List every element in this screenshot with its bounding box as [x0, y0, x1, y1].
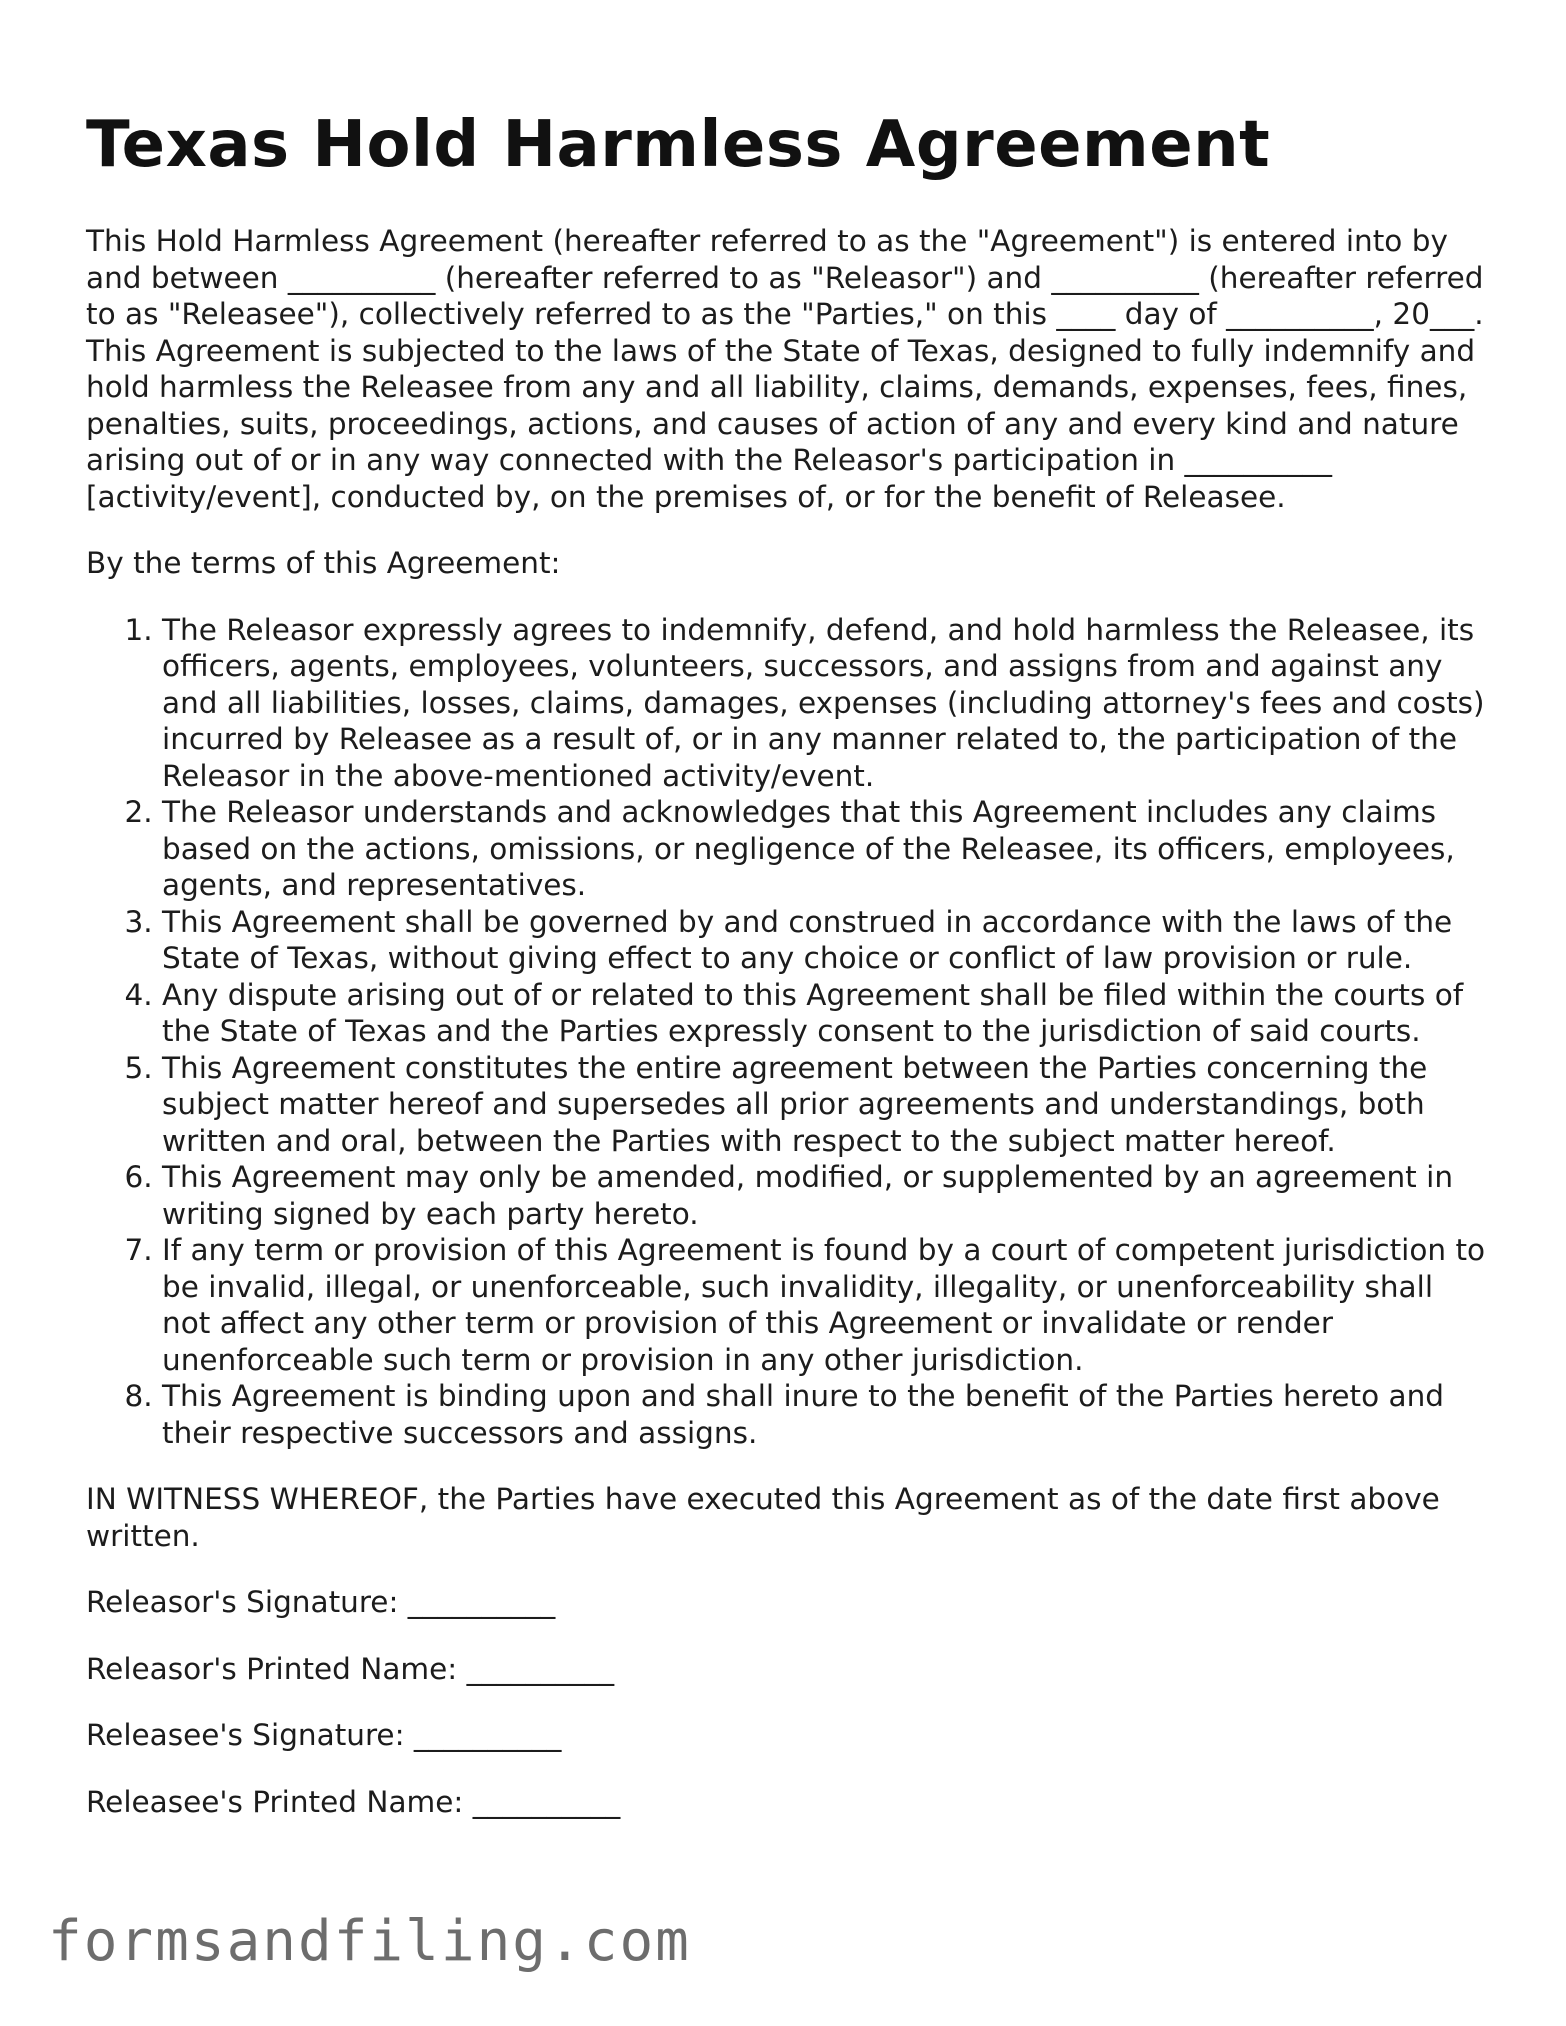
- releasee-printed-name-line: Releasee's Printed Name: __________: [86, 1784, 621, 1819]
- document-page: [86, 0, 1486, 1820]
- witness-paragraph: IN WITNESS WHEREOF, the Parties have executed this Agreement as of the date first above written.: [86, 1482, 1440, 1553]
- watermark: formsandfiling.com: [48, 1909, 691, 1974]
- term-item: 1. The Releasor expressly agrees to indemnify, defend, and hold harmless the Releasee, its officers, agents, employees, volunteers, successors, and assigns from and against any and all liabilities, losses, claims, damages, expenses (including attorney's fees and costs) incurred by Releasee as a result of, or in any manner related to, the participation of the Releasor in the above-mentioned activity/event.: [162, 612, 1486, 795]
- term-item: 5. This Agreement constitutes the entire agreement between the Parties concerning the subject matter hereof and supersedes all prior agreements and understandings, both written and oral, between the Parties with respect to the subject matter hereof.: [162, 1050, 1486, 1160]
- term-item: 4. Any dispute arising out of or related to this Agreement shall be filed within the courts of the State of Texas and the Parties expressly consent to the jurisdiction of said courts.: [162, 977, 1486, 1050]
- releasor-signature-line: Releasor's Signature: __________: [86, 1585, 556, 1619]
- term-item: 3. This Agreement shall be governed by and construed in accordance with the laws of the State of Texas, without giving effect to any choice or conflict of law provision or rule.: [162, 904, 1486, 977]
- releasor-printed-name-line: Releasor's Printed Name: __________: [86, 1651, 615, 1686]
- intro-paragraph: This Hold Harmless Agreement (hereafter referred to as the "Agreement") is entered into by and between __________ (hereafter referred to as "Releasor") and __________ (hereafter referred to as "Releasee"), collectively referred to as the "Parties," on this ____ day of __________, 20___. This Agreement is subjected to the laws of the State of Texas, designed to fully indemnify and hold harmless the Releasee from any and all liability, claims, demands, expenses, fees, fines, penalties, suits, proceedings, actions, and causes of action of any and every kind and nature arising out of or in any way connected with the Releasor's participation in __________ [activity/event], conducted by, on the premises of, or for the benefit of Releasee.: [86, 224, 1484, 514]
- terms-list: [86, 612, 1486, 1452]
- document-title: Texas Hold Harmless Agreement: [86, 108, 1271, 182]
- terms-intro: By the terms of this Agreement:: [86, 546, 561, 580]
- term-item: 7. If any term or provision of this Agreement is found by a court of competent jurisdiction to be invalid, illegal, or unenforceable, such invalidity, illegality, or unenforceability shall not affect any other term or provision of this Agreement or invalidate or render unenforceable such term or provision in any other jurisdiction.: [162, 1232, 1486, 1378]
- term-item: 2. The Releasor understands and acknowledges that this Agreement includes any claims based on the actions, omissions, or negligence of the Releasee, its officers, employees, agents, and representatives.: [162, 794, 1486, 904]
- term-item: 8. This Agreement is binding upon and shall inure to the benefit of the Parties hereto and their respective successors and assigns.: [162, 1378, 1486, 1451]
- releasee-signature-line: Releasee's Signature: __________: [86, 1718, 562, 1752]
- term-item: 6. This Agreement may only be amended, modified, or supplemented by an agreement in writing signed by each party hereto.: [162, 1159, 1486, 1232]
